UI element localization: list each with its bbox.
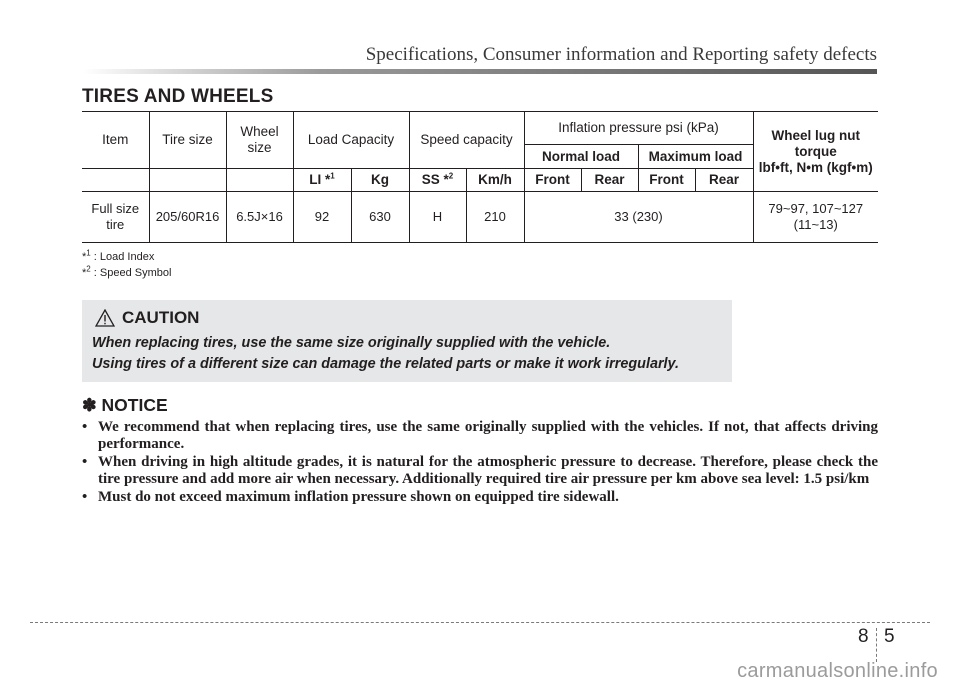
cell-kg: 630: [351, 192, 409, 243]
page-number: 5: [884, 626, 895, 647]
cell-ss: H: [409, 192, 466, 243]
caution-title: CAUTION: [122, 308, 200, 327]
tires-wheels-spec-table: [82, 111, 878, 243]
header-blank: [226, 169, 293, 192]
header-load-capacity: Load Capacity: [293, 112, 409, 169]
lug-nut-units: lbf•ft, N•m (kgf•m): [758, 159, 873, 175]
header-rule: [83, 69, 877, 74]
table-row: [82, 192, 878, 243]
cell-li: 92: [293, 192, 351, 243]
footnote-load-index: *$^1$ : Load Index: [82, 248, 155, 263]
notice-list: [82, 419, 878, 506]
header-blank: [82, 169, 149, 192]
cell-wheel-size: 6.5J×16: [226, 192, 293, 243]
header-blank: [149, 169, 226, 192]
header-lug-nut-torque: [753, 112, 878, 192]
notice-title: ✽ NOTICE: [82, 395, 168, 415]
header-front-maximum: Front: [638, 169, 695, 192]
cell-tire-size: 205/60R16: [149, 192, 226, 243]
notice-item: • When driving in high altitude grades, it is natural for the atmospheric pressure to decrease. Therefore, please check the tire pressure and add more air when necessary. Additionally required tire air pressure per km above sea level: 1.5 psi/km: [82, 454, 878, 489]
header-normal-load: Normal load: [524, 145, 638, 169]
notice-item: • We recommend that when replacing tires, use the same originally supplied with the vehicles. If not, that affects driving performance.: [82, 419, 878, 454]
lug-nut-title: Wheel lug nut torque: [771, 127, 861, 159]
footer-rule: [30, 622, 930, 623]
header-front-normal: Front: [524, 169, 581, 192]
footnote-speed-symbol: *$^2$ : Speed Symbol: [82, 264, 172, 279]
footnotes: [82, 249, 171, 281]
cell-kmh: 210: [466, 192, 524, 243]
header-speed-capacity: Speed capacity: [409, 112, 524, 169]
warning-triangle-icon: [95, 309, 115, 327]
page-number-separator: [876, 628, 877, 662]
site-watermark: carmanualsonline.info: [737, 660, 938, 682]
running-header: Specifications, Consumer information and Reporting safety defects: [365, 44, 877, 65]
header-rear-maximum: Rear: [695, 169, 753, 192]
header-rear-normal: Rear: [581, 169, 638, 192]
caution-line: Using tires of a different size can damage the related parts or make it work irregularly.: [92, 356, 680, 372]
header-li: LI *$^1$: [293, 169, 351, 192]
header-item: Item: [82, 112, 149, 169]
caution-box: [82, 300, 732, 382]
cell-item: Full size tire: [82, 192, 149, 243]
header-wheel-size: Wheel size: [226, 112, 293, 169]
header-kmh: Km/h: [466, 169, 524, 192]
header-ss: SS *$^2$: [409, 169, 466, 192]
header-maximum-load: Maximum load: [638, 145, 753, 169]
chapter-number: 8: [858, 626, 869, 647]
header-inflation-pressure: Inflation pressure psi (kPa): [524, 112, 753, 145]
caution-line: When replacing tires, use the same size originally supplied with the vehicle.: [92, 335, 611, 351]
header-tire-size: Tire size: [149, 112, 226, 169]
cell-lug-nut-torque: 79~97, 107~127 (11~13): [753, 192, 878, 243]
notice-item: • Must do not exceed maximum inflation pressure shown on equipped tire sidewall.: [82, 489, 878, 506]
section-title: TIRES AND WHEELS: [82, 86, 274, 107]
cell-inflation-pressure: 33 (230): [524, 192, 753, 243]
caution-text: [92, 333, 724, 375]
header-kg: Kg: [351, 169, 409, 192]
caution-heading: [95, 308, 199, 328]
